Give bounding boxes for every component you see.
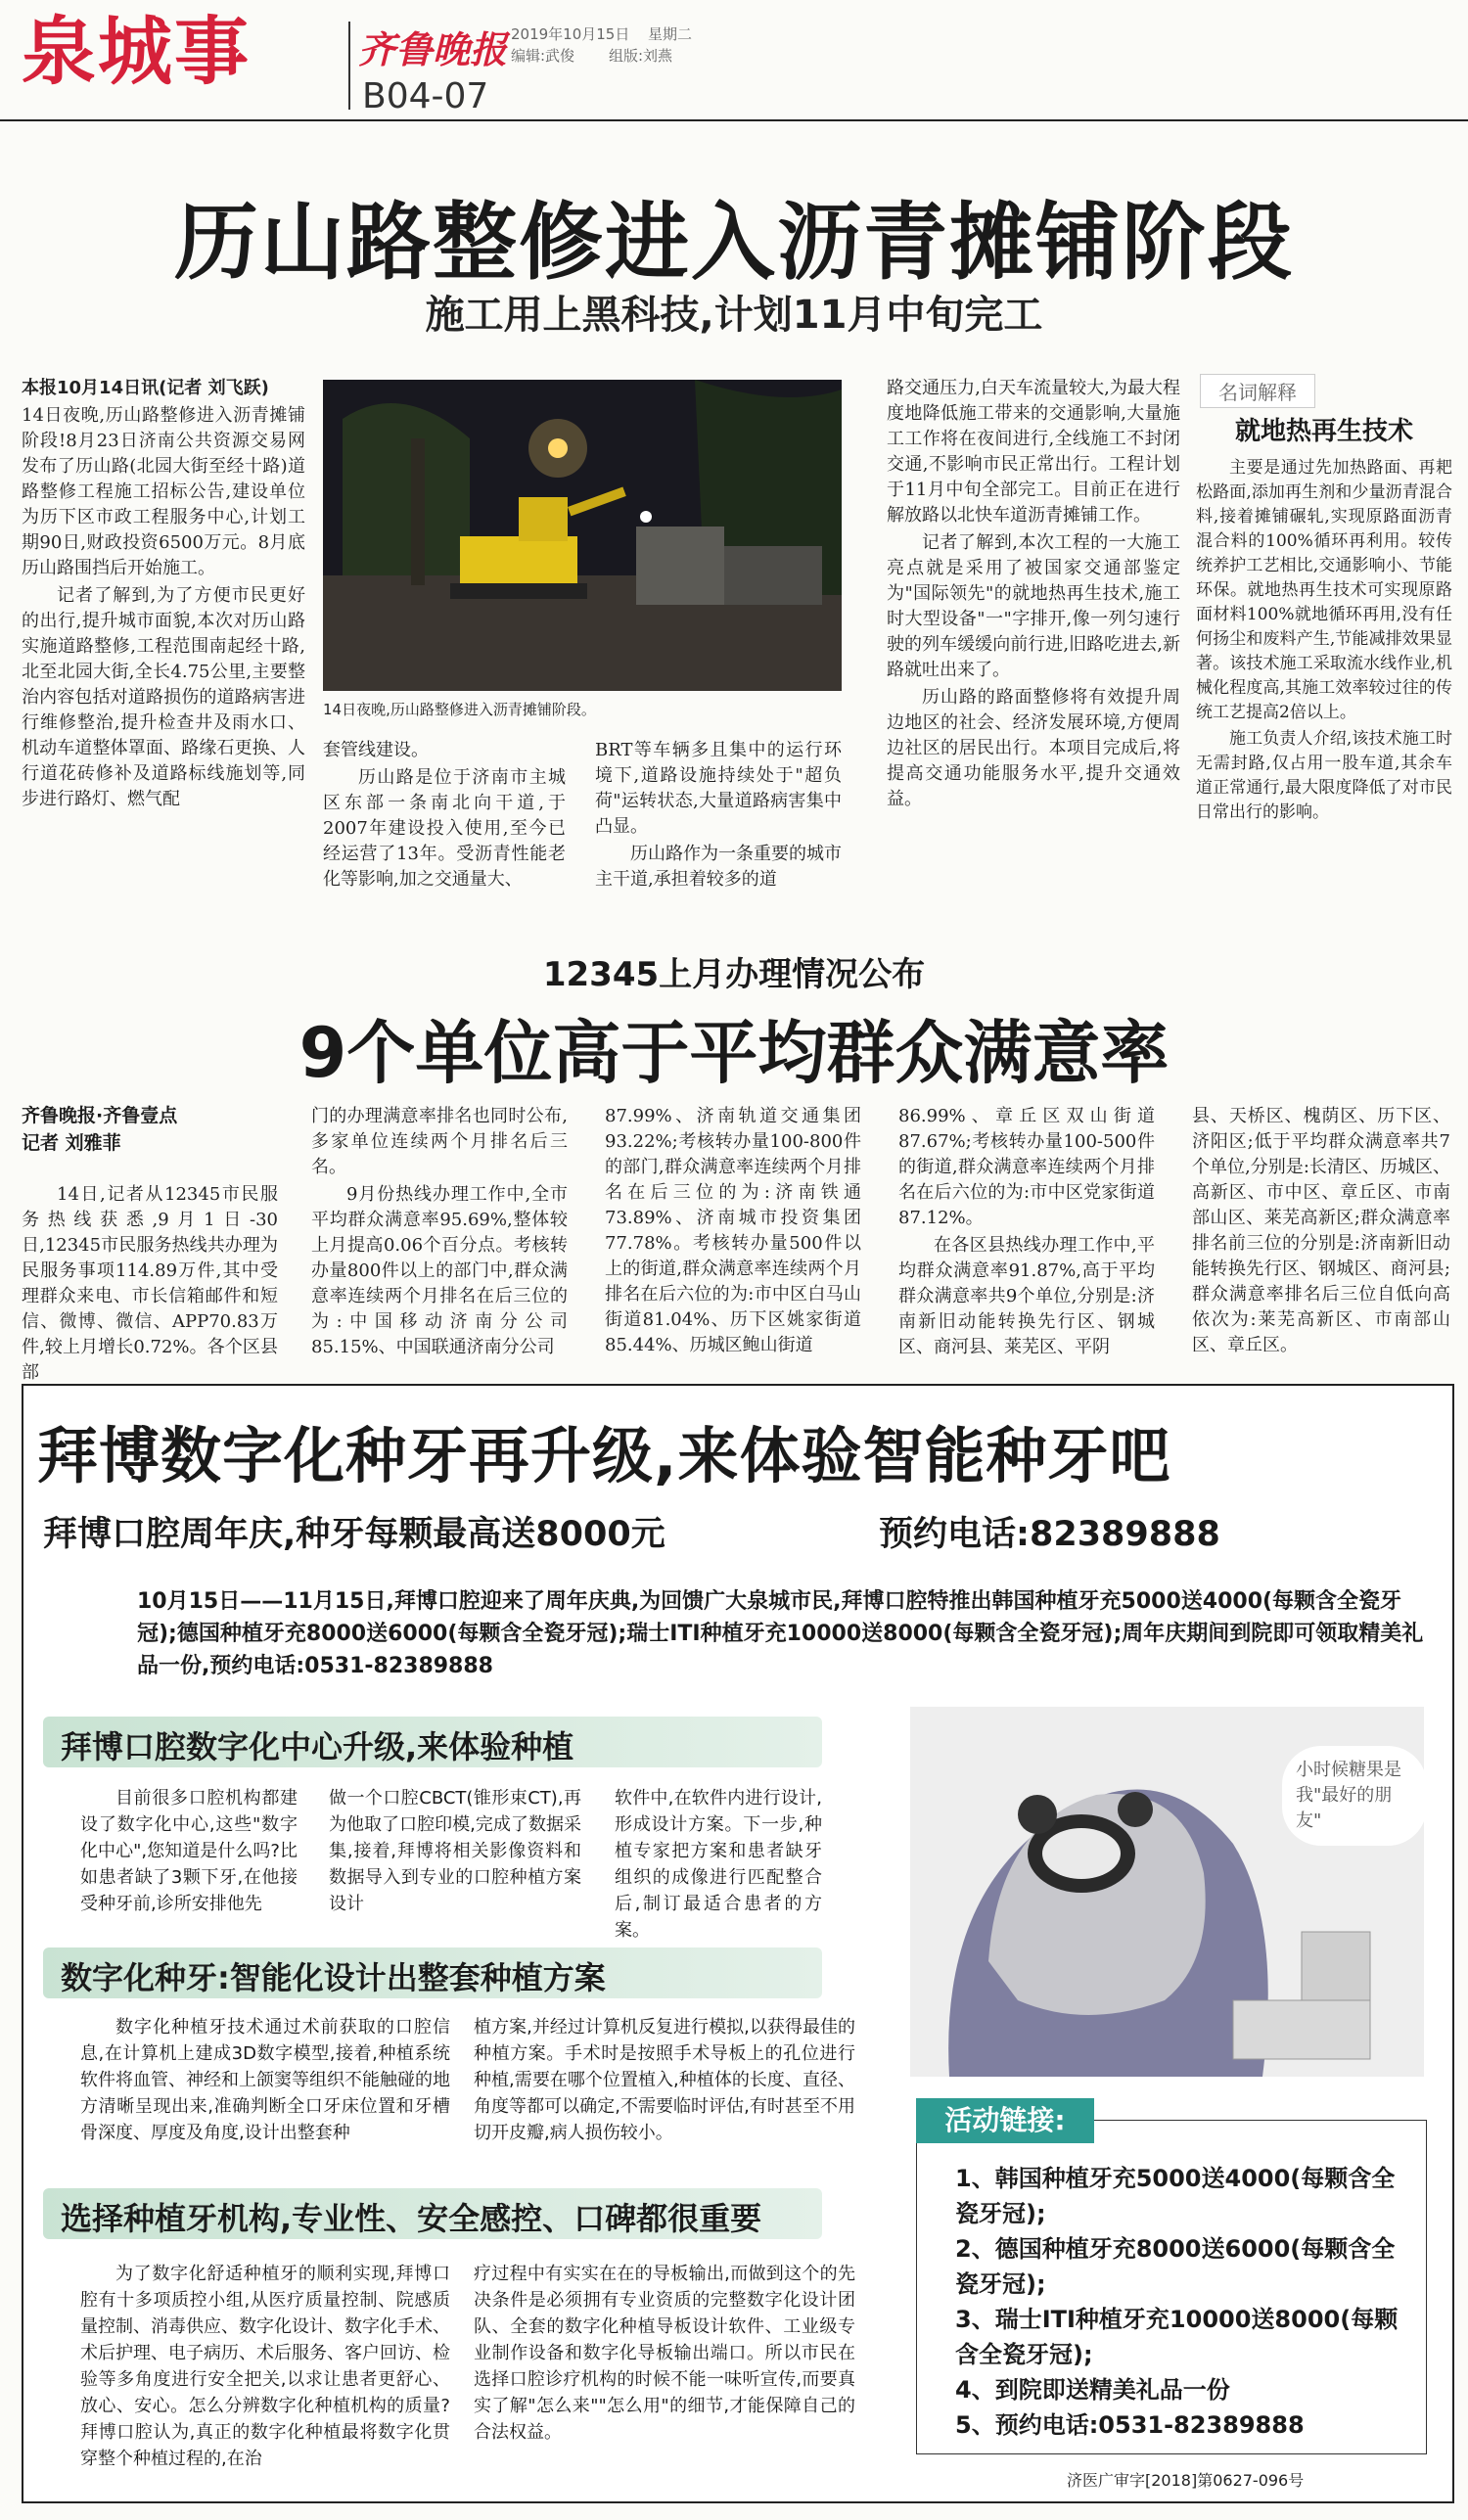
article1-paragraph: BRT等车辆多且集中的运行环境下,道路设施持续处于"超负荷"运转状态,大量道路病害集中凸显。 — [595, 740, 842, 837]
ad-section2-column-1 — [80, 2014, 450, 2146]
article2-paragraph: 14日,记者从12345市民服务热线获悉,9月1日-30日,12345市民服务热线共办理为民服务事项114.89万件,其中受理群众来电、市长信箱邮件和短信、微博、微信、APP70.83万件,较上月增长0.72%。各个区县部 — [22, 1184, 278, 1383]
article2-paragraph: 86.99%、章丘区双山街道87.67%;考核转办量100-500件的街道,群众满意率连续两个月排名在后六位的为:市中区党家街道87.12%。 — [898, 1106, 1155, 1228]
ad-section3-column-2 — [474, 2261, 855, 2446]
ad-section3-column-1 — [80, 2261, 450, 2472]
ad-title: 拜博数字化种牙再升级,来体验智能种牙吧 — [37, 1420, 1171, 1491]
newspaper-logo: 齐鲁晚报 — [358, 28, 508, 71]
cartoon-speech-bubble: 小时候糖果是我"最好的朋友" — [1282, 1746, 1424, 1846]
photo-caption: 14日夜晚,历山路整修进入沥青摊铺阶段。 — [323, 701, 596, 718]
layout-credit: 组版:刘燕 — [609, 47, 673, 65]
ad-paragraph: 做一个口腔CBCT(锥形束CT),再为他取了口腔印模,完成了数据采集,接着,拜博将相关影像资料和数据导入到专业的口腔种植方案设计 — [329, 1788, 581, 1914]
sidebar-paragraph: 施工负责人介绍,该技术施工时无需封路,仅占用一股车道,其余车道正常通行,最大限度降低了对市民日常出行的影响。 — [1196, 729, 1452, 822]
event-tag: 活动链接: — [916, 2098, 1094, 2143]
masthead-divider — [348, 22, 350, 110]
article1-headline: 历山路整修进入沥青摊铺阶段 — [174, 193, 1294, 292]
event-item: 1、韩国种植牙充5000送4000(每颗含全瓷牙冠); — [955, 2165, 1396, 2227]
article1-lead: 14日夜晚,历山路整修进入沥青摊铺阶段!8月23日济南公共资源交易网发布了历山路(北园大街至经十路)道路整修工程施工招标公告,建设单位为历下区市政工程服务中心,计划工期90日,财政投资6500万元。8月底历山路围挡后开始施工。 — [22, 405, 305, 578]
event-list — [955, 2161, 1415, 2443]
ad-section2-title: 数字化种牙:智能化设计出整套种植方案 — [61, 1959, 606, 1996]
sidebar-title: 就地热再生技术 — [1234, 417, 1413, 446]
article2-column-3 — [605, 1104, 861, 1360]
ad-paragraph: 为了数字化舒适种植牙的顺利实现,拜博口腔有十多项质控小组,从医疗质量控制、院感质量控制、消毒供应、数字化设计、数字化手术、术后护理、电子病历、术后服务、客户回访、检验等多角度进行安全把关,以求让患者更舒心、放心、安心。怎么分辨数字化种植机构的质量?拜博口腔认为,真正的数字化种植最将数字化贯穿整个种植过程的,在治 — [80, 2264, 450, 2469]
article1-paragraph: 记者了解到,为了方便市民更好的出行,提升城市面貌,本次对历山路实施道路整修,工程范围南起经十路,北至北园大街,全长4.75公里,主要整治内容包括对道路损伤的道路病害进行维修整治,提升检查井及雨水口、机动车道整体罩面、路缘石更换、人行道花砖修补及道路标线施划等,同步进行路灯、燃气配 — [22, 585, 305, 809]
article1-paragraph: 历山路是位于济南市主城区东部一条南北向干道,于2007年建设投入使用,至今已经运营了13年。受沥青性能老化等影响,加之交通量大、 — [323, 767, 566, 890]
sidebar-tag: 名词解释 — [1200, 374, 1315, 408]
construction-photo — [323, 380, 842, 691]
article2-headline: 9个单位高于平均群众满意率 — [298, 1013, 1170, 1093]
article1-subheadline: 施工用上黑科技,计划11月中旬完工 — [425, 293, 1043, 338]
event-item: 3、瑞士ITI种植牙充10000送8000(每颗含全瓷牙冠); — [955, 2306, 1399, 2368]
article1-column-1 — [22, 376, 305, 814]
article2-paragraph: 在各区县热线办理工作中,平均群众满意率91.87%,高于平均群众满意率共9个单位,分别是:济南新旧动能转换先行区、钢城区、商河县、莱芜区、平阴 — [898, 1235, 1155, 1357]
event-item: 4、到院即送精美礼品一份 — [955, 2376, 1230, 2404]
article1-paragraph: 历山路的路面整修将有效提升周边地区的社会、经济发展环境,方便周边社区的居民出行。本项目完成后,将提高交通功能服务水平,提升交通效益。 — [887, 687, 1180, 809]
event-item: 5、预约电话:0531-82389888 — [955, 2411, 1305, 2439]
ad-paragraph: 疗过程中有实实在在的导板输出,而做到这个的先决条件是必须拥有专业资质的完整数字化设计团队、全套的数字化种植导板设计软件、工业级专业制作设备和数字化导板输出端口。所以市民在选择口腔诊疗机构的时候不能一味听宣传,而要真实了解"怎么来""怎么用"的细节,才能保障自己的合法权益。 — [474, 2264, 855, 2443]
page-code: B04-07 — [362, 76, 489, 116]
article1-paragraph: 套管线建设。 — [323, 740, 429, 760]
article2-column-4 — [898, 1104, 1155, 1362]
sidebar-paragraph: 主要是通过先加热路面、再耙松路面,添加再生剂和少量沥青混合料,接着摊铺碾轧,实现原路面沥青混合料的100%循环再利用。较传统养护工艺相比,交通影响小、节能环保。就地热再生技术可实现原路面材料100%就地循环再用,没有任何扬尘和废料产生,节能减排效果显著。该技术施工采取流水线作业,机械化程度高,其施工效率较过往的传统工艺提高2倍以上。 — [1196, 458, 1452, 722]
issue-date: 2019年10月15日 — [511, 25, 630, 43]
ad-approval-number: 济医广审字[2018]第0627-096号 — [1067, 2471, 1305, 2490]
cartoon-illustration — [910, 1707, 1424, 2077]
section-brand: 泉城事 — [22, 8, 251, 95]
ad-section3-title: 选择种植牙机构,专业性、安全感控、口碑都很重要 — [61, 2200, 762, 2237]
article2-paragraph: 县、天桥区、槐荫区、历下区、济阳区;低于平均群众满意率共7个单位,分别是:长清区、历城区、高新区、市中区、章丘区、市南部山区、莱芜高新区;群众满意率排名前三位的分别是:济南新旧动能转换先行区、钢城区、商河县;群众满意率排名后三位自低向高依次为:莱芜高新区、市南部山区、章丘区。 — [1192, 1106, 1450, 1355]
article2-column-2 — [311, 1104, 568, 1362]
article1-column-2 — [323, 738, 566, 894]
article1-paragraph: 路交通压力,白天车流量较大,为最大程度地降低施工带来的交通影响,大量施工工作将在夜间进行,全线施工不封闭交通,不影响市民正常出行。工程计划于11月中旬全部完工。目前正在进行解放路以北快车道沥青摊铺工作。 — [887, 378, 1180, 526]
ad-paragraph: 软件中,在软件内进行设计,形成设计方案。下一步,种植专家把方案和患者缺牙组织的成像进行匹配整合后,制订最适合患者的方案。 — [615, 1788, 822, 1941]
article1-dateline: 本报10月14日讯(记者 刘飞跃) — [22, 378, 269, 398]
ad-section1-column-2 — [329, 1785, 581, 1917]
ad-section2-column-2 — [474, 2014, 855, 2146]
ad-intro: 10月15日——11月15日,拜博口腔迎来了周年庆典,为回馈广大泉城市民,拜博口腔特推出韩国种植牙充5000送4000(每颗含全瓷牙冠);德国种植牙充8000送6000(每颗含全瓷牙冠);瑞士ITI种植牙充10000送8000(每颗含全瓷牙冠);周年庆期间到院即可领取精美礼品一份,预约电话:0531-82389888 — [137, 1589, 1424, 1678]
sidebar-body — [1196, 456, 1452, 827]
ad-paragraph: 目前很多口腔机构都建设了数字化中心,这些"数字化中心",您知道是什么吗?比如患者缺了3颗下牙,在他接受种牙前,诊所安排他先 — [80, 1788, 298, 1914]
ad-phone: 预约电话:82389888 — [879, 1515, 1220, 1554]
article1-paragraph: 记者了解到,本次工程的一大施工亮点就是采用了被国家交通部鉴定为"国际领先"的就地热再生技术,施工时大型设备"一"字排开,像一列匀速行驶的列车缓缓向前行进,旧路吃进去,新路就吐出来了。 — [887, 532, 1180, 680]
article1-paragraph: 历山路作为一条重要的城市主干道,承担着较多的道 — [595, 844, 842, 890]
article1-column-3 — [595, 738, 842, 894]
event-item: 2、德国种植牙充8000送6000(每颗含全瓷牙冠); — [955, 2235, 1396, 2298]
article2-paragraph: 87.99%、济南轨道交通集团93.22%;考核转办量100-800件的部门,群众满意率连续两个月排名在后三位的为:济南铁通73.89%、济南城市投资集团77.78%。考核转办量500件以上的街道,群众满意率连续两个月排名在后六位的为:市中区白马山街道81.04%、历下区姚家街道85.44%、历城区鲍山街道 — [605, 1106, 861, 1355]
article2-kicker: 12345上月办理情况公布 — [542, 955, 926, 994]
ad-paragraph: 数字化种植牙技术通过术前获取的口腔信息,在计算机上建成3D数字模型,接着,种植系统软件将血管、神经和上颌窦等组织不能触碰的地方清晰呈现出来,准确判断全口牙床位置和牙槽骨深度、厚度及角度,设计出整套种 — [80, 2017, 450, 2143]
issue-weekday: 星期二 — [648, 25, 693, 43]
article2-paragraph: 门的办理满意率排名也同时公布,多家单位连续两个月排名后三名。 — [311, 1106, 568, 1177]
ad-paragraph: 植方案,并经过计算机反复进行模拟,以获得最佳的种植方案。手术时是按照手术导板上的孔位进行种植,需要在哪个位置植入,种植体的长度、直径、角度等都可以确定,不需要临时评估,有时甚至不用切开皮瓣,病人损伤较小。 — [474, 2017, 855, 2143]
masthead-rule — [0, 119, 1468, 121]
article2-byline — [22, 1102, 177, 1157]
article2-column-5 — [1192, 1104, 1450, 1360]
byline-reporter: 记者 刘雅菲 — [22, 1132, 121, 1154]
ad-section1-title: 拜博口腔数字化中心升级,来体验种植 — [61, 1728, 574, 1765]
article1-column-4 — [887, 376, 1180, 814]
ad-section1-column-3 — [615, 1785, 822, 1944]
ad-subtitle: 拜博口腔周年庆,种牙每颗最高送8000元 — [43, 1515, 665, 1554]
article2-column-1 — [22, 1182, 278, 1388]
article2-paragraph: 9月份热线办理工作中,全市平均群众满意率95.69%,整体较上月提高0.06个百分点。考核转办量800件以上的部门中,群众满意率连续两个月排名在后三位的为:中国移动济南分公司85.15%、中国联通济南分公司 — [311, 1184, 568, 1357]
ad-section1-column-1 — [80, 1785, 298, 1917]
editor-credit: 编辑:武俊 — [511, 47, 575, 65]
byline-org: 齐鲁晚报·齐鲁壹点 — [22, 1105, 178, 1126]
